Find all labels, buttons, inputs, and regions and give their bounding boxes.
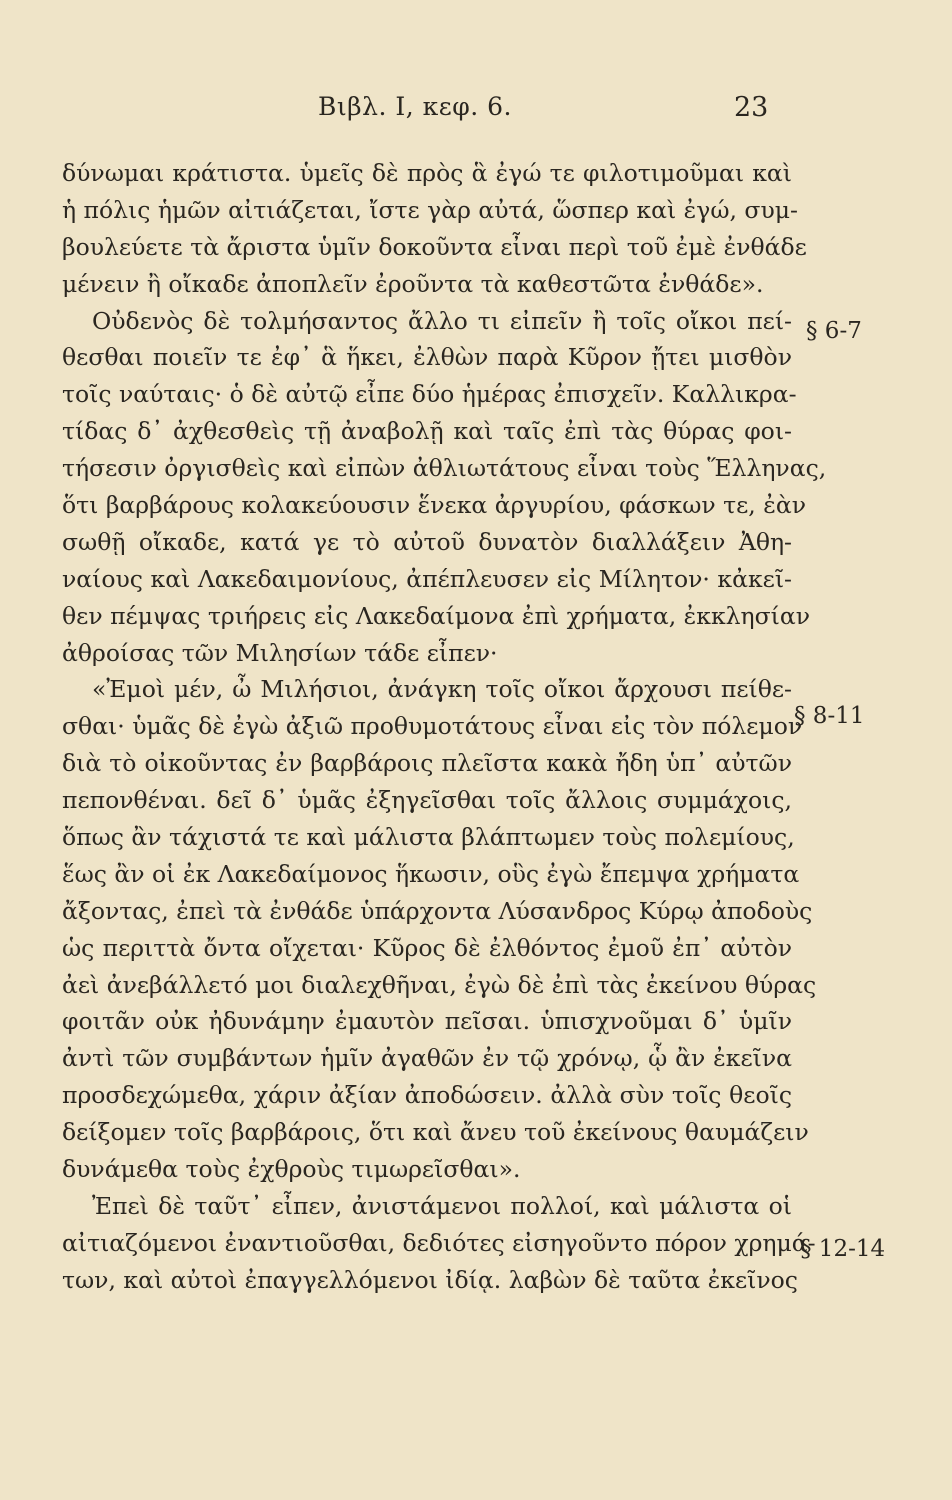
- text-line: προσδεχώμεθα, χάριν ἀξίαν ἀποδώσειν. ἀλλὰ σὺν τοῖς θεοῖς: [62, 1081, 792, 1110]
- text-line: «Ἐμοὶ μέν, ὦ Μιλήσιοι, ἀνάγκη τοῖς οἴκοι ἄρχουσι πείθε-: [92, 675, 792, 704]
- text-line: θεσθαι ποιεῖν τε ἐφ᾽ ἃ ἥκει, ἐλθὼν παρὰ Κῦρον ᾔτει μισθὸν: [62, 343, 792, 372]
- text-line: ἀθροίσας τῶν Μιλησίων τάδε εἶπεν·: [62, 638, 498, 667]
- text-line: ὡς περιττὰ ὄντα οἴχεται· Κῦρος δὲ ἐλθόντος ἐμοῦ ἐπ᾽ αὐτὸν: [62, 933, 792, 962]
- text-line: πεπονθέναι. δεῖ δ᾽ ὑμᾶς ἐξηγεῖσθαι τοῖς ἄλλοις συμμάχοις,: [62, 786, 792, 815]
- text-line: ὅτι βαρβάρους κολακεύουσιν ἕνεκα ἀργυρίου, φάσκων τε, ἐὰν: [62, 491, 807, 520]
- text-line: Οὐδενὸς δὲ τολμήσαντος ἄλλο τι εἰπεῖν ἢ τοῖς οἴκοι πεί-: [92, 306, 792, 335]
- text-line: ὅπως ἂν τάχιστά τε καὶ μάλιστα βλάπτωμεν τοὺς πολεμίους,: [62, 823, 795, 852]
- text-line: ναίους καὶ Λακεδαιμονίους, ἀπέπλευσεν εἰς Μίλητον· κἀκεῖ-: [62, 564, 792, 593]
- text-line: θεν πέμψας τριήρεις εἰς Λακεδαίμονα ἐπὶ χρήματα, ἐκκλησίαν: [62, 601, 811, 630]
- margin-note-section: § 6-7: [806, 318, 862, 344]
- text-line: ἀεὶ ἀνεβάλλετό μοι διαλεχθῆναι, ἐγὼ δὲ ἐπὶ τὰς ἐκείνου θύρας: [62, 970, 817, 999]
- text-line: των, καὶ αὐτοὶ ἐπαγγελλόμενοι ἰδίᾳ. λαβὼν δὲ ταῦτα ἐκεῖνος: [62, 1265, 798, 1294]
- text-line: δύνωμαι κράτιστα. ὑμεῖς δὲ πρὸς ἃ ἐγώ τε φιλοτιμοῦμαι καὶ: [62, 159, 792, 187]
- text-line: τήσεσιν ὀργισθεὶς καὶ εἰπὼν ἀθλιωτάτους εἶναι τοὺς Ἕλληνας,: [62, 454, 827, 483]
- text-line: δείξομεν τοῖς βαρβάροις, ὅτι καὶ ἄνευ τοῦ ἐκείνους θαυμάζειν: [62, 1118, 809, 1147]
- text-line: δυνάμεθα τοὺς ἐχθροὺς τιμωρεῖσθαι».: [62, 1155, 521, 1184]
- body-text: [62, 155, 827, 1299]
- running-head: [0, 92, 952, 132]
- page-number: 23: [734, 92, 769, 123]
- running-head-title: Βιβλ. Ι, κεφ. 6.: [318, 92, 512, 121]
- text-line: Ἐπεὶ δὲ ταῦτ᾽ εἶπεν, ἀνιστάμενοι πολλοί, καὶ μάλιστα οἱ: [92, 1191, 792, 1220]
- text-line: ἕως ἂν οἱ ἐκ Λακεδαίμονος ἥκωσιν, οὓς ἐγὼ ἔπεμψα χρήματα: [62, 859, 800, 888]
- text-line: ἄξοντας, ἐπεὶ τὰ ἐνθάδε ὑπάρχοντα Λύσανδρος Κύρῳ ἀποδοὺς: [62, 896, 813, 925]
- text-line: αἰτιαζόμενοι ἐναντιοῦσθαι, δεδιότες εἰσηγοῦντο πόρον χρημά-: [62, 1228, 816, 1257]
- text-line: ἀντὶ τῶν συμβάντων ἡμῖν ἀγαθῶν ἐν τῷ χρόνῳ, ᾧ ἂν ἐκεῖνα: [62, 1044, 792, 1073]
- text-line: μένειν ἢ οἴκαδε ἀποπλεῖν ἐροῦντα τὰ καθεστῶτα ἐνθάδε».: [62, 269, 764, 298]
- margin-note-section: § 8-11: [794, 703, 865, 729]
- text-line: διὰ τὸ οἰκοῦντας ἐν βαρβάροις πλεῖστα κακὰ ἤδη ὑπ᾽ αὐτῶν: [62, 749, 792, 778]
- text-line: σθαι· ὑμᾶς δὲ ἐγὼ ἀξιῶ προθυμοτάτους εἶναι εἰς τὸν πόλεμον: [62, 712, 803, 741]
- margin-note-section: § 12-14: [800, 1236, 886, 1262]
- text-line: τοῖς ναύταις· ὁ δὲ αὐτῷ εἶπε δύο ἡμέρας ἐπισχεῖν. Καλλικρα-: [62, 380, 797, 409]
- text-line: βουλεύετε τὰ ἄριστα ὑμῖν δοκοῦντα εἶναι περὶ τοῦ ἐμὲ ἐνθάδε: [62, 232, 807, 261]
- text-line: φοιτᾶν οὐκ ἠδυνάμην ἐμαυτὸν πεῖσαι. ὑπισχνοῦμαι δ᾽ ὑμῖν: [62, 1007, 792, 1036]
- text-line: ἡ πόλις ἡμῶν αἰτιάζεται, ἴστε γὰρ αὐτά, ὥσπερ καὶ ἐγώ, συμ-: [62, 195, 798, 224]
- text-line: τίδας δ᾽ ἀχθεσθεὶς τῇ ἀναβολῇ καὶ ταῖς ἐπὶ τὰς θύρας φοι-: [62, 417, 792, 446]
- text-line: σωθῇ οἴκαδε, κατά γε τὸ αὐτοῦ δυνατὸν διαλλάξειν Ἀθη-: [62, 527, 792, 556]
